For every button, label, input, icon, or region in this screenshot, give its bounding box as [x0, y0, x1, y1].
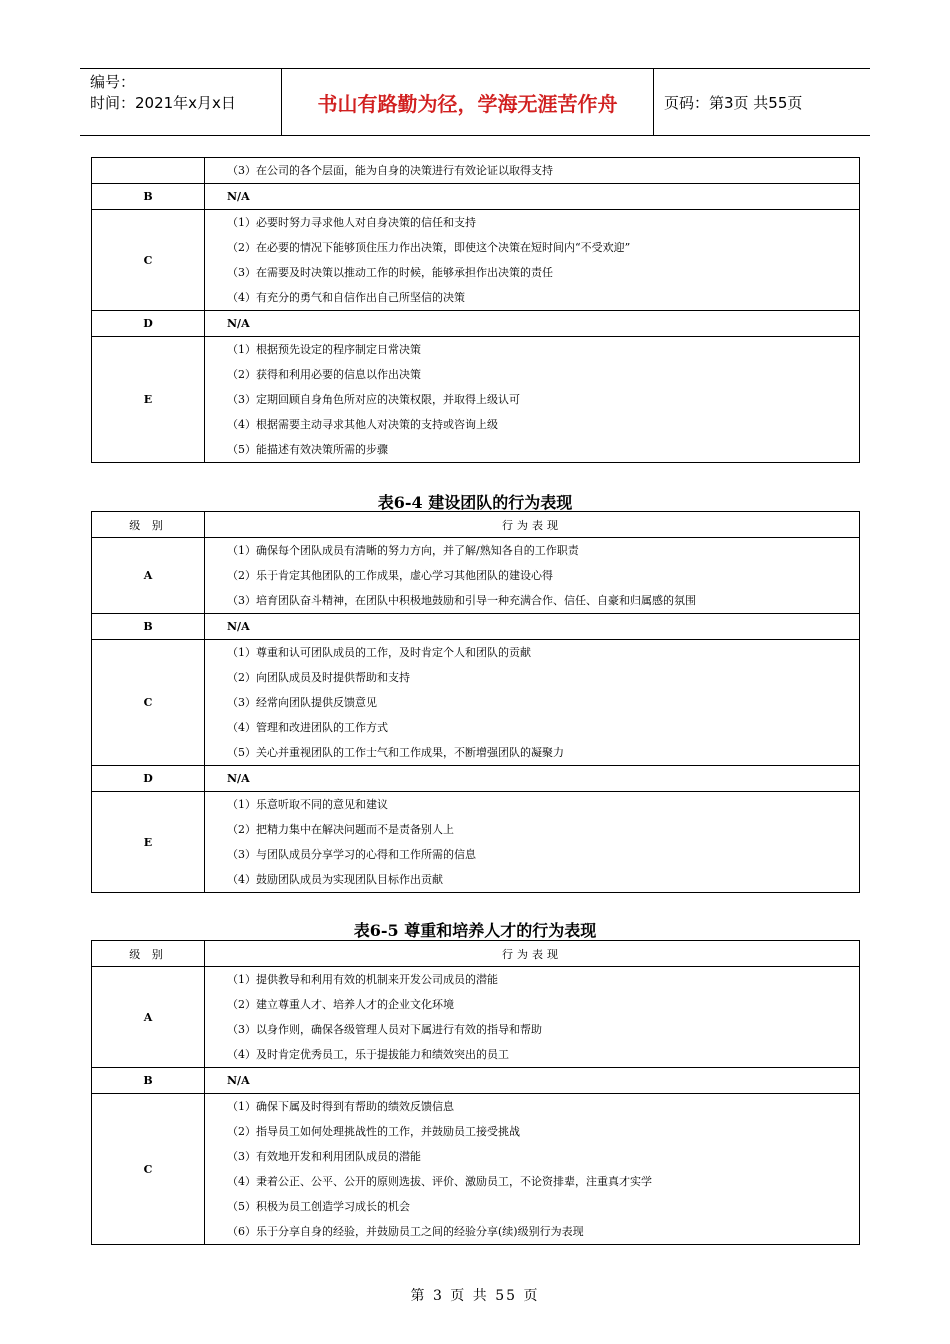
behavior-item: （4）及时肯定优秀员工，乐于提拔能力和绩效突出的员工	[227, 1048, 509, 1061]
not-applicable-text: N/A	[227, 620, 250, 633]
header-date-label: 时间：2021年x月x日	[90, 94, 236, 112]
table-row	[92, 967, 860, 1068]
not-applicable-text: N/A	[227, 772, 250, 785]
level-cell	[92, 158, 205, 184]
table-row	[92, 766, 860, 792]
behavior-item: （6）乐于分享自身的经验，并鼓励员工之间的经验分享(续)级别行为表现	[227, 1225, 584, 1238]
table-row	[92, 614, 860, 640]
behavior-cell	[205, 1068, 860, 1094]
behavior-cell	[205, 614, 860, 640]
table-row	[92, 210, 860, 311]
table-row	[92, 158, 860, 184]
table-row	[92, 1094, 860, 1245]
header-number-label: 编号：	[90, 73, 136, 91]
table-row	[92, 311, 860, 337]
behavior-cell	[205, 311, 860, 337]
behavior-cell	[205, 766, 860, 792]
behavior-item: （1）确保每个团队成员有清晰的努力方向，并了解/熟知各自的工作职责	[227, 544, 579, 557]
level-cell: C	[92, 1094, 205, 1245]
behavior-item: （5）能描述有效决策所需的步骤	[227, 443, 388, 456]
behavior-item: （1）必要时努力寻求他人对自身决策的信任和支持	[227, 216, 476, 229]
table-header-row	[92, 512, 860, 538]
team-building-table	[91, 511, 860, 893]
behavior-cell	[205, 337, 860, 463]
behavior-cell	[205, 1094, 860, 1245]
behavior-cell	[205, 158, 860, 184]
behavior-item: （1）乐意听取不同的意见和建议	[227, 798, 388, 811]
level-cell: E	[92, 337, 205, 463]
behavior-item: （3）以身作则，确保各级管理人员对下属进行有效的指导和帮助	[227, 1023, 542, 1036]
behavior-item: （2）指导员工如何处理挑战性的工作，并鼓励员工接受挑战	[227, 1125, 520, 1138]
column-header-behavior: 行为表现	[205, 512, 860, 538]
decision-table	[91, 157, 860, 463]
column-header-behavior: 行为表现	[205, 941, 860, 967]
level-cell: C	[92, 210, 205, 311]
page-footer: 第 3 页 共 55 页	[410, 1288, 540, 1304]
behavior-item: （3）在公司的各个层面，能为自身的决策进行有效论证以取得支持	[227, 164, 553, 177]
table-row	[92, 337, 860, 463]
behavior-cell	[205, 967, 860, 1068]
table-header-row	[92, 941, 860, 967]
behavior-item: （3）培育团队奋斗精神，在团队中积极地鼓励和引导一种充满合作、信任、自豪和归属感的氛围	[227, 594, 696, 607]
table-row	[92, 640, 860, 766]
behavior-item: （1）确保下属及时得到有帮助的绩效反馈信息	[227, 1100, 454, 1113]
behavior-item: （3）与团队成员分享学习的心得和工作所需的信息	[227, 848, 476, 861]
level-cell: B	[92, 1068, 205, 1094]
table-6-5-caption: 表6-5 尊重和培养人才的行为表现	[353, 921, 597, 940]
behavior-item: （4）秉着公正、公平、公开的原则选拔、评价、激励员工，不论资排辈，注重真才实学	[227, 1175, 652, 1188]
behavior-cell	[205, 210, 860, 311]
behavior-item: （3）在需要及时决策以推动工作的时候，能够承担作出决策的责任	[227, 266, 553, 279]
table-6-4-caption: 表6-4 建设团队的行为表现	[377, 493, 573, 512]
table-row	[92, 538, 860, 614]
level-cell: A	[92, 538, 205, 614]
header-motto: 书山有路勤为径，学海无涯苦作舟	[282, 69, 654, 135]
level-cell: B	[92, 614, 205, 640]
behavior-item: （4）鼓励团队成员为实现团队目标作出贡献	[227, 873, 443, 886]
behavior-item: （5）积极为员工创造学习成长的机会	[227, 1200, 410, 1213]
column-header-level: 级 别	[92, 941, 205, 967]
behavior-cell	[205, 538, 860, 614]
level-cell: A	[92, 967, 205, 1068]
behavior-item: （3）经常向团队提供反馈意见	[227, 696, 377, 709]
not-applicable-text: N/A	[227, 317, 250, 330]
behavior-item: （1）尊重和认可团队成员的工作，及时肯定个人和团队的贡献	[227, 646, 531, 659]
level-cell: E	[92, 792, 205, 893]
header-meta	[80, 69, 282, 135]
behavior-item: （4）管理和改进团队的工作方式	[227, 721, 388, 734]
behavior-cell	[205, 184, 860, 210]
level-cell: D	[92, 766, 205, 792]
behavior-item: （3）有效地开发和利用团队成员的潜能	[227, 1150, 421, 1163]
behavior-item: （1）根据预先设定的程序制定日常决策	[227, 343, 421, 356]
level-cell: C	[92, 640, 205, 766]
level-cell: B	[92, 184, 205, 210]
talent-development-table	[91, 940, 860, 1245]
column-header-level: 级 别	[92, 512, 205, 538]
not-applicable-text: N/A	[227, 190, 250, 203]
behavior-item: （4）有充分的勇气和自信作出自己所坚信的决策	[227, 291, 465, 304]
table-row	[92, 184, 860, 210]
behavior-item: （2）在必要的情况下能够顶住压力作出决策，即使这个决策在短时间内“不受欢迎”	[227, 241, 631, 254]
behavior-cell	[205, 792, 860, 893]
level-cell: D	[92, 311, 205, 337]
behavior-item: （2）获得和利用必要的信息以作出决策	[227, 368, 421, 381]
not-applicable-text: N/A	[227, 1074, 250, 1087]
header-page-info: 页码：第3页 共55页	[664, 93, 803, 112]
behavior-item: （1）提供教导和利用有效的机制来开发公司成员的潜能	[227, 973, 498, 986]
table-row	[92, 1068, 860, 1094]
behavior-item: （4）根据需要主动寻求其他人对决策的支持或咨询上级	[227, 418, 498, 431]
behavior-item: （5）关心并重视团队的工作士气和工作成果，不断增强团队的凝聚力	[227, 746, 564, 759]
table-row	[92, 792, 860, 893]
behavior-item: （2）把精力集中在解决问题而不是责备别人上	[227, 823, 454, 836]
behavior-item: （2）建立尊重人才、培养人才的企业文化环境	[227, 998, 454, 1011]
behavior-item: （2）向团队成员及时提供帮助和支持	[227, 671, 410, 684]
behavior-cell	[205, 640, 860, 766]
behavior-item: （3）定期回顾自身角色所对应的决策权限，并取得上级认可	[227, 393, 520, 406]
page-header	[80, 68, 870, 136]
behavior-item: （2）乐于肯定其他团队的工作成果，虚心学习其他团队的建设心得	[227, 569, 553, 582]
